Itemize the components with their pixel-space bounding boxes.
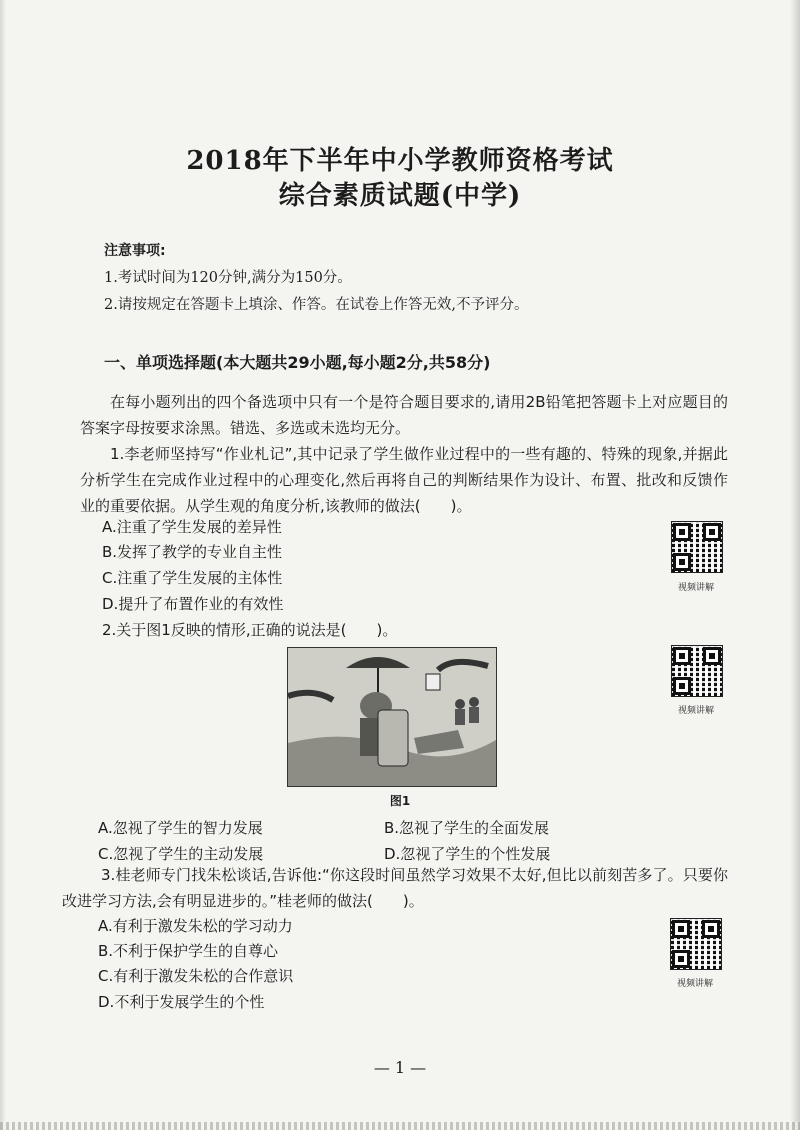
question-1-option-b: B.发挥了教学的专业自主性 <box>102 543 283 561</box>
question-1-option-a: A.注重了学生发展的差异性 <box>102 518 282 536</box>
exam-title-line1: 2018年下半年中小学教师资格考试 <box>186 146 614 176</box>
notice-item-1: 1.考试时间为120分钟,满分为150分。 <box>104 270 352 286</box>
question-2-option-c: C.忽视了学生的主动发展 <box>98 845 264 863</box>
scan-edge-bottom <box>0 1122 800 1130</box>
section-heading: 一、单项选择题(本大题共29小题,每小题2分,共58分) <box>104 353 491 372</box>
exam-title-line2: 综合素质试题(中学) <box>278 181 522 211</box>
question-1-option-d: D.提升了布置作业的有效性 <box>102 595 284 613</box>
question-2-stem: 2.关于图1反映的情形,正确的说法是( )。 <box>102 621 398 639</box>
question-1-stem: 1.李老师坚持写“作业札记”,其中记录了学生做作业过程中的一些有趣的、特殊的现象,并据此分析学生在完成作业过程中的心理变化,然后再将自己的判断结果作为设计、布置、批改和反馈作业的重要依据。从学生观的角度分析,该教师的做法( )。 <box>80 445 728 515</box>
question-3-option-c: C.有利于激发朱松的合作意识 <box>98 967 294 985</box>
question-3-option-b: B.不利于保护学生的自尊心 <box>98 942 279 960</box>
figure-1-caption: 图1 <box>389 794 411 808</box>
question-3-option-d: D.不利于发展学生的个性 <box>98 993 265 1011</box>
section-intro: 在每小题列出的四个备选项中只有一个是符合题目要求的,请用2B铅笔把答题卡上对应题目的答案字母按要求涂黑。错选、多选或未选均无分。 <box>80 393 728 437</box>
question-3-option-a: A.有利于激发朱松的学习动力 <box>98 917 293 935</box>
qr-label: 视频讲解 <box>677 706 714 716</box>
cartoon-illustration-icon <box>288 648 496 786</box>
qr-code-icon[interactable] <box>671 521 723 573</box>
qr-label: 视频讲解 <box>677 583 714 593</box>
question-2-option-b: B.忽视了学生的全面发展 <box>384 819 550 837</box>
notice-heading: 注意事项: <box>104 243 166 259</box>
qr-code-icon[interactable] <box>671 645 723 697</box>
question-2-option-d: D.忽视了学生的个性发展 <box>384 845 551 863</box>
question-1-option-c: C.注重了学生发展的主体性 <box>102 569 283 587</box>
notice-item-2: 2.请按规定在答题卡上填涂、作答。在试卷上作答无效,不予评分。 <box>104 297 529 313</box>
figure-1-cartoon <box>287 647 497 787</box>
qr-code-icon[interactable] <box>670 918 722 970</box>
qr-label: 视频讲解 <box>676 979 713 989</box>
question-2-option-a: A.忽视了学生的智力发展 <box>98 819 263 837</box>
page-number: — 1 — <box>373 1058 427 1077</box>
question-3-stem: 3.桂老师专门找朱松谈话,告诉他:“你这段时间虽然学习效果不太好,但比以前刻苦多了。只要你改进学习方法,会有明显进步的。”桂老师的做法( )。 <box>62 866 728 910</box>
